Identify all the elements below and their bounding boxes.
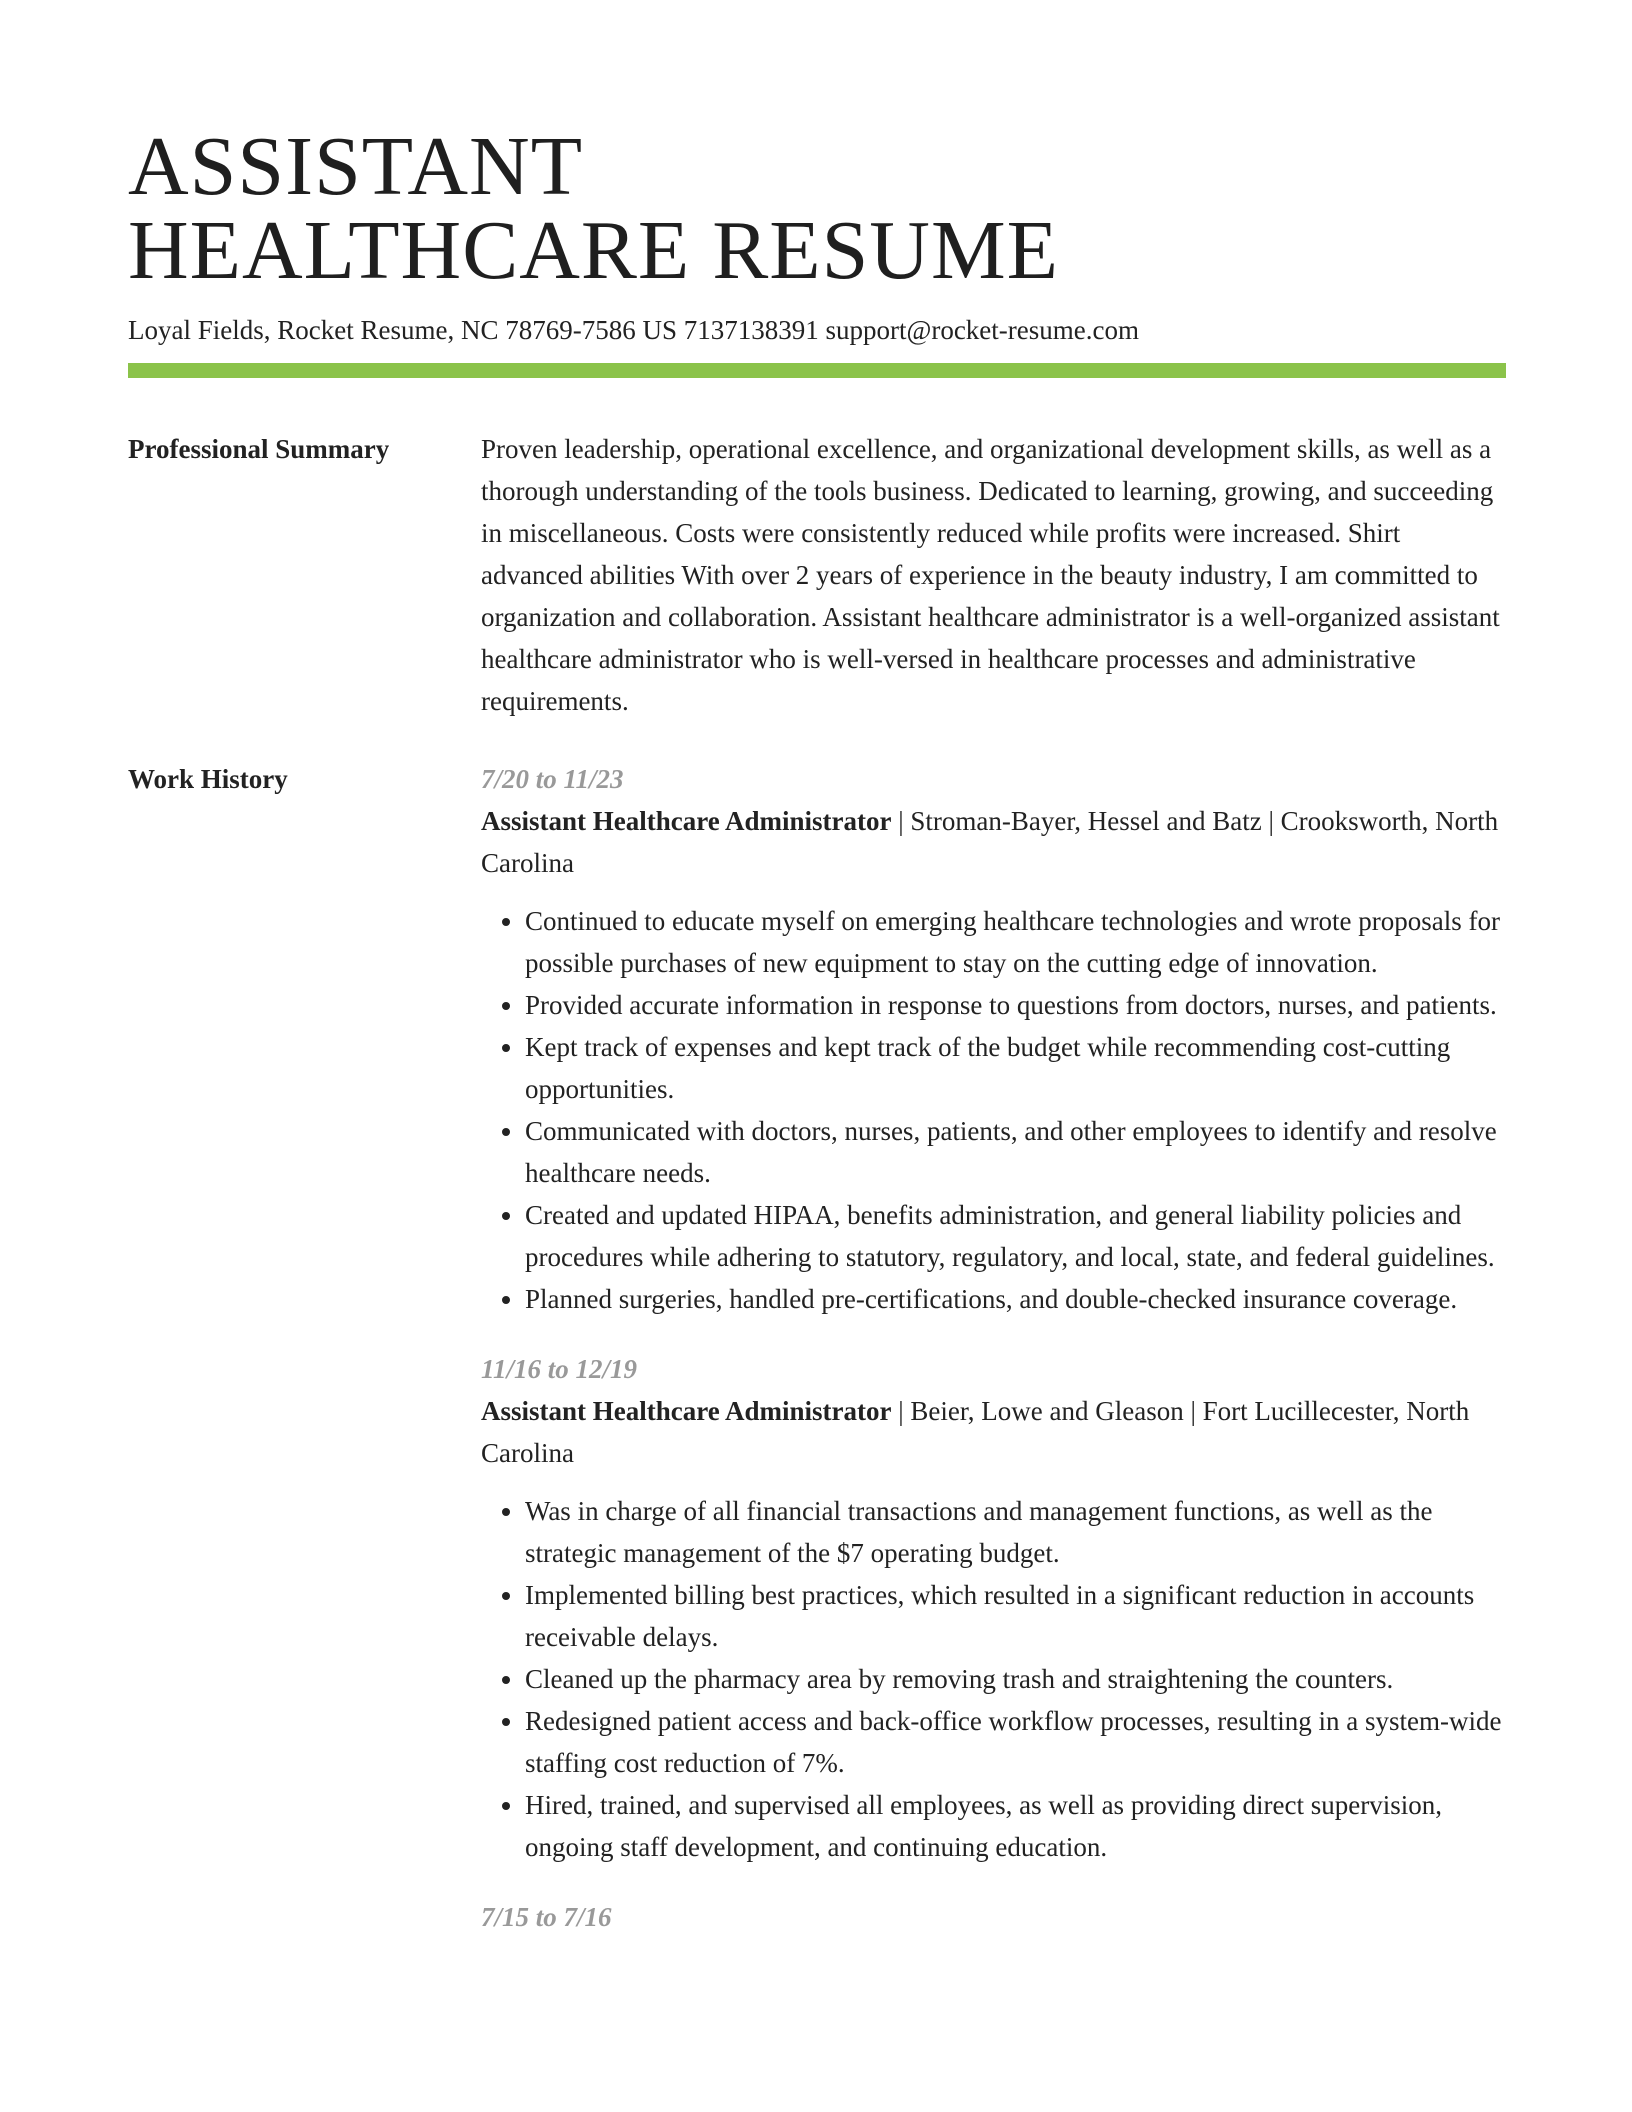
job-bullet: • Cleaned up the pharmacy area by removing trash and straightening the counters. [525,1658,1506,1700]
job-heading [481,1390,1506,1474]
job-bullet: • Continued to educate myself on emerging healthcare technologies and wrote proposals for possible purchases of new equipment to stay on the cutting edge of innovation. [525,900,1506,984]
job-bullet: • Was in charge of all financial transactions and management functions, as well as the strategic management of the $7 operating budget. [525,1490,1506,1574]
accent-divider [128,363,1506,378]
work-history-section [128,758,1506,1966]
job-entry [481,1896,1506,1938]
job-details: | Beier, Lowe and Gleason | Fort Lucillecester, North Carolina [481,1396,1470,1468]
job-bullet: • Created and updated HIPAA, benefits administration, and general liability policies and procedures while adhering to statutory, regulatory, and local, state, and federal guidelines. [525,1194,1506,1278]
resume-title-line1: ASSISTANT [128,120,584,213]
job-dates: 7/20 to 11/23 [481,764,624,794]
job-title: Assistant Healthcare Administrator [481,806,892,836]
job-bullets [481,900,1506,1320]
job-entry [481,758,1506,1320]
job-dates: 11/16 to 12/19 [481,1354,638,1384]
job-bullet: • Communicated with doctors, nurses, patients, and other employees to identify and resolve healthcare needs. [525,1110,1506,1194]
job-bullet: • Planned surgeries, handled pre-certifications, and double-checked insurance coverage. [525,1278,1506,1320]
job-bullet: • Redesigned patient access and back-office workflow processes, resulting in a system-wide staffing cost reduction of 7%. [525,1700,1506,1784]
job-details: | Stroman-Bayer, Hessel and Batz | Crooksworth, North Carolina [481,806,1499,878]
job-entry [481,1348,1506,1868]
job-title: Assistant Healthcare Administrator [481,1396,892,1426]
job-bullet: • Implemented billing best practices, which resulted in a significant reduction in accounts receivable delays. [525,1574,1506,1658]
resume-title-line2: HEALTHCARE RESUME [128,204,1059,297]
job-heading [481,800,1506,884]
resume-page [128,120,1506,1966]
job-bullet: • Hired, trained, and supervised all employees, as well as providing direct supervision, ongoing staff development, and continuing education. [525,1784,1506,1868]
job-dates: 7/15 to 7/16 [481,1902,612,1932]
summary-label: Professional Summary [128,434,390,464]
summary-section [128,428,1506,722]
job-bullet: • Kept track of expenses and kept track of the budget while recommending cost-cutting opportunities. [525,1026,1506,1110]
job-bullet: • Provided accurate information in response to questions from doctors, nurses, and patients. [525,984,1506,1026]
job-bullets [481,1490,1506,1868]
resume-title [128,120,1506,297]
work-history-label: Work History [128,764,288,794]
contact-info: Loyal Fields, Rocket Resume, NC 78769-7586 US 7137138391 support@rocket-resume.com [128,315,1139,345]
summary-text: Proven leadership, operational excellence, and organizational development skills, as well as a thorough understanding of the tools business. Dedicated to learning, growing, and succeeding in miscellaneous. Costs were consistently reduced while profits were increased. Shirt advanced abilities With over 2 years of experience in the beauty industry, I am committed to organization and collaboration. Assistant healthcare administrator is a well-organized assistant healthcare administrator who is well-versed in healthcare processes and administrative requirements. [481,434,1500,716]
